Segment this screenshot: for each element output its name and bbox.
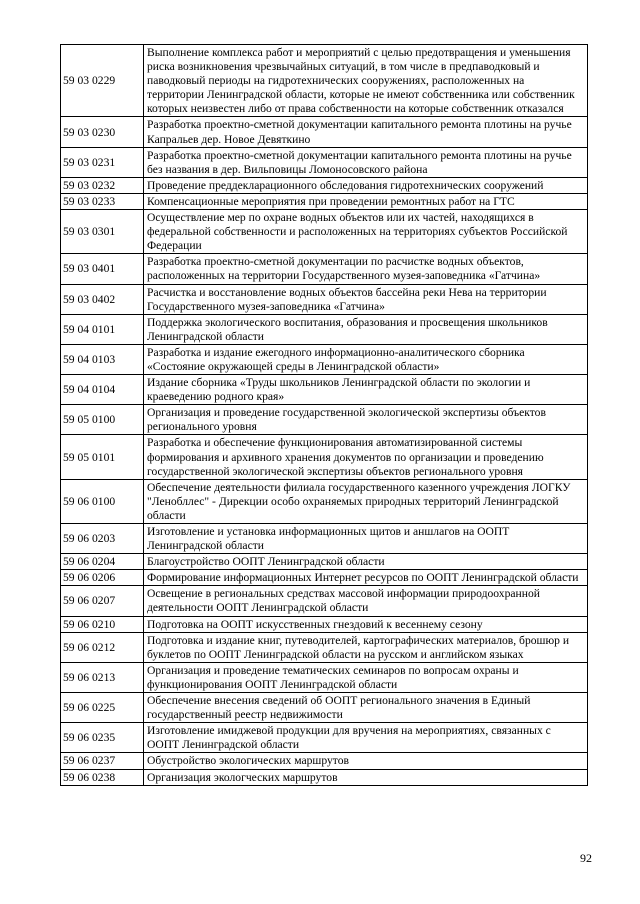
table-row (61, 405, 588, 435)
table-row (61, 375, 588, 405)
row-code: 59 06 0213 (61, 662, 144, 692)
row-code: 59 04 0101 (61, 314, 144, 344)
table-row (61, 117, 588, 147)
row-description: Поддержка экологического воспитания, образования и просвещения школьников Ленинградской области (144, 314, 588, 344)
document-page (60, 44, 588, 786)
row-description: Организация и проведение государственной экологической экспертизы объектов регионального уровня (144, 405, 588, 435)
row-description: Издание сборника «Труды школьников Ленинградской области по экологии и краеведению родного края» (144, 375, 588, 405)
row-description: Освещение в региональных средствах массовой информации природоохранной деятельности ООПТ Ленинградской области (144, 586, 588, 616)
row-code: 59 03 0301 (61, 210, 144, 254)
row-description: Разработка проектно-сметной документации капитального ремонта плотины на ручье без названия в дер. Вильповицы Ломоносовского района (144, 147, 588, 177)
row-description: Разработка проектно-сметной документации по расчистке водных объектов, расположенных на территории Государственного музея-заповедника «Гатчина» (144, 254, 588, 284)
row-description: Благоустройство ООПТ Ленинградской области (144, 554, 588, 570)
table-row (61, 479, 588, 523)
budget-classification-table (60, 44, 588, 786)
row-description: Формирование информационных Интернет ресурсов по ООПТ Ленинградской области (144, 570, 588, 586)
row-description: Расчистка и восстановление водных объектов бассейна реки Нева на территории Государственного музея-заповедника «Гатчина» (144, 284, 588, 314)
table-row (61, 616, 588, 632)
table-row (61, 147, 588, 177)
row-description: Обеспечение деятельности филиала государственного казенного учреждения ЛОГКУ "Ленобллес" - Дирекции особо охраняемых природных территорий Ленинградской области (144, 479, 588, 523)
row-code: 59 03 0232 (61, 177, 144, 193)
row-code: 59 03 0231 (61, 147, 144, 177)
table-row (61, 524, 588, 554)
row-code: 59 03 0402 (61, 284, 144, 314)
table-row (61, 177, 588, 193)
row-description: Разработка и обеспечение функционирования автоматизированной системы формирования и архивного хранения документов по организации и проведению государственной экологической экспертизы объектов регионального уровня (144, 435, 588, 479)
row-description: Подготовка на ООПТ искусственных гнездовий к весеннему сезону (144, 616, 588, 632)
row-code: 59 06 0206 (61, 570, 144, 586)
row-code: 59 06 0204 (61, 554, 144, 570)
row-description: Осуществление мер по охране водных объектов или их частей, находящихся в федеральной собственности и расположенных на территориях субъектов Российской Федерации (144, 210, 588, 254)
row-description: Разработка и издание ежегодного информационно-аналитического сборника «Состояние окружающей среды в Ленинградской области» (144, 344, 588, 374)
row-code: 59 04 0104 (61, 375, 144, 405)
row-description: Обустройство экологических маршрутов (144, 753, 588, 769)
row-code: 59 06 0235 (61, 723, 144, 753)
row-code: 59 06 0207 (61, 586, 144, 616)
table-row (61, 193, 588, 209)
row-code: 59 05 0101 (61, 435, 144, 479)
table-row (61, 693, 588, 723)
table-row (61, 586, 588, 616)
row-description: Организация экологческих маршрутов (144, 769, 588, 785)
row-description: Подготовка и издание книг, путеводителей, картографических материалов, брошюр и буклетов по ООПТ Ленинградской области на русском и английском языках (144, 632, 588, 662)
table-row (61, 662, 588, 692)
table-row (61, 210, 588, 254)
row-code: 59 06 0212 (61, 632, 144, 662)
table-body (61, 45, 588, 786)
row-description: Разработка проектно-сметной документации капитального ремонта плотины на ручье Капральев дер. Новое Девяткино (144, 117, 588, 147)
table-row (61, 769, 588, 785)
table-row (61, 570, 588, 586)
row-description: Выполнение комплекса работ и мероприятий с целью предотвращения и уменьшения риска возникновения чрезвычайных ситуаций, в том числе в предпаводковый и паводковый периоды на гидротехнических сооружениях, расположенных на территории Ленинградской области, которые не имеют собственника или собственник которых неизвестен либо от права собственности на которые собственник отказался (144, 45, 588, 117)
row-code: 59 06 0238 (61, 769, 144, 785)
row-code: 59 03 0233 (61, 193, 144, 209)
row-description: Организация и проведение тематических семинаров по вопросам охраны и функционирования ООПТ Ленинградской области (144, 662, 588, 692)
row-description: Изготовление и установка информационных щитов и аншлагов на ООПТ Ленинградской области (144, 524, 588, 554)
table-row (61, 284, 588, 314)
row-code: 59 03 0230 (61, 117, 144, 147)
table-row (61, 435, 588, 479)
row-description: Проведение преддекларационного обследования гидротехнических сооружений (144, 177, 588, 193)
table-row (61, 45, 588, 117)
row-code: 59 04 0103 (61, 344, 144, 374)
row-code: 59 06 0100 (61, 479, 144, 523)
page-number: 92 (580, 851, 592, 865)
table-row (61, 344, 588, 374)
row-code: 59 06 0225 (61, 693, 144, 723)
table-row (61, 254, 588, 284)
row-code: 59 06 0210 (61, 616, 144, 632)
table-row (61, 632, 588, 662)
row-code: 59 05 0100 (61, 405, 144, 435)
row-code: 59 03 0401 (61, 254, 144, 284)
row-code: 59 06 0203 (61, 524, 144, 554)
row-description: Обеспечение внесения сведений об ООПТ регионального значения в Единый государственный реестр недвижимости (144, 693, 588, 723)
row-description: Компенсационные мероприятия при проведении ремонтных работ на ГТС (144, 193, 588, 209)
table-row (61, 723, 588, 753)
table-row (61, 314, 588, 344)
table-row (61, 554, 588, 570)
table-row (61, 753, 588, 769)
row-code: 59 06 0237 (61, 753, 144, 769)
row-description: Изготовление имиджевой продукции для вручения на мероприятиях, связанных с ООПТ Ленинградской области (144, 723, 588, 753)
row-code: 59 03 0229 (61, 45, 144, 117)
